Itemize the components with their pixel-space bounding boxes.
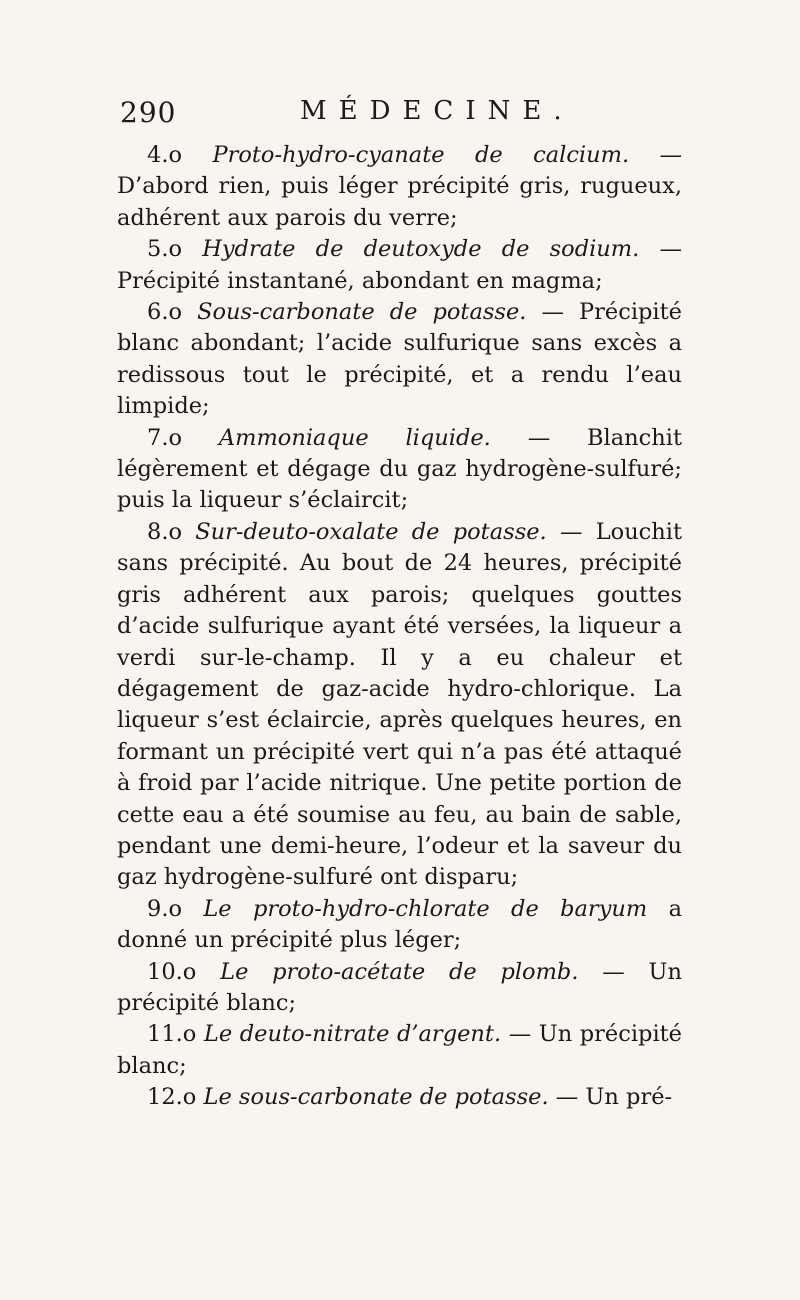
entry-number: 8.o <box>147 518 183 545</box>
entry-number: 6.o <box>147 299 183 326</box>
entry-title: Le proto-hydro-chlorate de baryum <box>203 895 648 922</box>
entry-text: — Précipité instantané, abondant en magma; <box>117 236 682 294</box>
running-head: MÉDECINE. <box>300 96 574 126</box>
entry-title: Le sous-carbonate de potasse. <box>203 1084 549 1111</box>
entry-number: 9.o <box>147 895 183 922</box>
entry-title: Ammoniaque liquide. <box>218 424 491 451</box>
list-item <box>117 517 682 894</box>
entry-number: 11.o <box>147 1021 197 1048</box>
entry-text: — Blanchit légèrement et dégage du gaz hydrogène-sulfuré; puis la liqueur s’éclaircit; <box>117 424 682 514</box>
body-text <box>117 140 682 1114</box>
list-item <box>117 894 682 957</box>
entry-text: — Un précipité blanc; <box>117 958 683 1016</box>
entry-number: 5.o <box>147 236 183 263</box>
entry-text: — Précipité blanc abondant; l’acide sulfurique sans excès a redissous tout le précipité, et a rendu l’eau limpide; <box>117 299 682 420</box>
entry-text: a donné un précipité plus léger; <box>117 895 682 954</box>
entry-text: — Louchit sans précipité. Au bout de 24 heures, précipité gris adhérent aux parois; quelques gouttes d’acide sulfurique ayant été versées, la liqueur a verdi sur-le-champ. Il y a eu chaleur et dégagement de gaz-acide hydro-chlorique. La liqueur s’est éclaircie, après quelques heures, en formant un précipité vert qui n’a pas été attaqué à froid par l’acide nitrique. Une petite portion de cette eau a été soumise au feu, au bain de sable, pendant une demi-heure, l’odeur et la saveur du gaz hydrogène-sulfuré ont disparu; <box>117 518 683 891</box>
entry-number: 4.o <box>147 142 183 168</box>
entry-title: Le deuto-nitrate d’argent. <box>203 1021 502 1048</box>
entry-number: 12.o <box>147 1084 197 1111</box>
list-item <box>117 957 682 1020</box>
list-item <box>117 1019 682 1082</box>
list-item <box>117 423 682 517</box>
entry-title: Sous-carbonate de potasse. <box>197 299 527 326</box>
page-number: 290 <box>120 96 177 129</box>
list-item <box>117 234 682 297</box>
entry-number: 10.o <box>147 958 197 985</box>
entry-text: — D’abord rien, puis léger précipité gris, rugueux, adhérent aux parois du verre; <box>117 142 683 231</box>
entry-text: — Un précipité blanc; <box>117 1021 683 1079</box>
entry-text: — Un pré- <box>555 1084 673 1111</box>
entry-title: Proto-hydro-cyanate de calcium. <box>212 142 630 168</box>
list-item <box>117 1082 682 1113</box>
entry-title: Hydrate de deutoxyde de sodium. <box>202 236 640 263</box>
entry-title: Sur-deuto-oxalate de potasse. <box>195 518 547 545</box>
list-item <box>117 140 682 234</box>
list-item <box>117 297 682 423</box>
entry-title: Le proto-acétate de plomb. <box>220 958 579 985</box>
page-header <box>120 96 680 136</box>
entry-number: 7.o <box>147 424 183 451</box>
